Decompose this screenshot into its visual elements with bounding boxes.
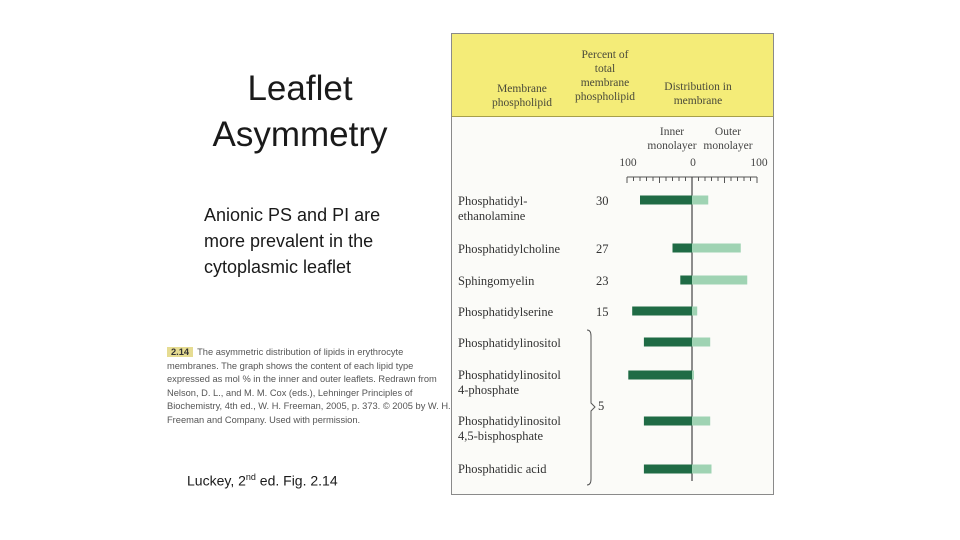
phospholipid-name-line1: Phosphatidic acid — [458, 462, 547, 476]
percent-value: 30 — [596, 194, 609, 208]
outer-bar — [692, 244, 741, 253]
inner-bar — [628, 371, 692, 380]
grouped-percent-value: 5 — [598, 399, 605, 413]
header-col1-line2: phospholipid — [491, 97, 553, 109]
outer-bar — [692, 307, 697, 316]
phospholipid-name-line2: 4-phosphate — [458, 383, 520, 397]
inner-bar — [632, 307, 692, 316]
outer-bar — [692, 338, 710, 347]
header-col3-line1: Distribution in — [664, 81, 732, 93]
phospholipid-name-line1: Phosphatidylinositol — [458, 368, 561, 382]
inner-bar — [673, 244, 693, 253]
inner-bar — [644, 417, 692, 426]
phospholipid-name-line1: Phosphatidylinositol — [458, 336, 561, 350]
scale-left-tick-label: 100 — [619, 157, 637, 169]
citation — [187, 472, 338, 489]
grouped-rows-bracket — [587, 330, 595, 485]
phospholipid-name-line2: 4,5-bisphosphate — [458, 429, 544, 443]
header-col1-line1: Membrane — [497, 83, 547, 95]
citation-sup: nd — [245, 472, 256, 482]
percent-value: 27 — [596, 242, 609, 256]
outer-bar — [692, 371, 694, 380]
title-line-1: Leaflet — [247, 69, 353, 108]
scale-mid-tick-label: 0 — [690, 157, 696, 169]
inner-label-line1: Inner — [659, 126, 685, 138]
inner-bar — [644, 465, 692, 474]
citation-text: Luckey, 2 — [187, 472, 246, 489]
phospholipid-name-line1: Sphingomyelin — [458, 274, 535, 288]
inner-bar — [680, 276, 692, 285]
outer-bar — [692, 417, 710, 426]
slide-body-text — [204, 202, 414, 280]
citation-rest: ed. Fig. 2.14 — [255, 472, 338, 489]
header-col2-line3: membrane — [580, 77, 630, 89]
percent-value: 15 — [596, 305, 609, 319]
outer-label-line2: monolayer — [703, 140, 753, 152]
body-line-3: cytoplasmic leaflet — [204, 257, 352, 277]
inner-bar — [640, 196, 692, 205]
phospholipid-name-line1: Phosphatidylserine — [458, 305, 554, 319]
header-col2-line1: Percent of — [581, 49, 629, 61]
title-line-2: Asymmetry — [212, 115, 388, 154]
caption-text: The asymmetric distribution of lipids in erythrocyte membranes. The graph shows the content of each lipid type expressed as mol % in the inner and outer leaflets. Redrawn from Nelson, D. L., and M. M. Cox (eds.), Lehninger Principles of Biochemistry, 4th ed., W. H. Freeman, 2005, p. 373. © 2005 by W. H. Freeman and Company. Used with permission. — [167, 347, 451, 425]
caption-number: 2.14 — [167, 347, 193, 357]
slide-title — [190, 66, 410, 158]
outer-bar — [692, 196, 708, 205]
outer-bar — [692, 465, 712, 474]
inner-bar — [644, 338, 692, 347]
scale-right-tick-label: 100 — [750, 157, 768, 169]
phospholipid-name-line1: Phosphatidylcholine — [458, 242, 561, 256]
distribution-chart — [452, 34, 773, 494]
phospholipid-name-line1: Phosphatidyl- — [458, 194, 528, 208]
lipid-distribution-figure — [451, 33, 774, 495]
header-col2-line2: total — [594, 63, 616, 75]
outer-label-line1: Outer — [714, 126, 742, 138]
outer-bar — [692, 276, 747, 285]
percent-value: 23 — [596, 274, 609, 288]
body-line-1: Anionic PS and PI are — [204, 205, 381, 225]
phospholipid-name-line2: ethanolamine — [458, 209, 526, 223]
inner-label-line2: monolayer — [647, 140, 697, 152]
figure-caption — [167, 346, 457, 428]
header-col3-line2: membrane — [673, 95, 723, 107]
phospholipid-name-line1: Phosphatidylinositol — [458, 414, 561, 428]
body-line-2: more prevalent in the — [204, 231, 374, 251]
header-col2-line4: phospholipid — [574, 91, 636, 103]
